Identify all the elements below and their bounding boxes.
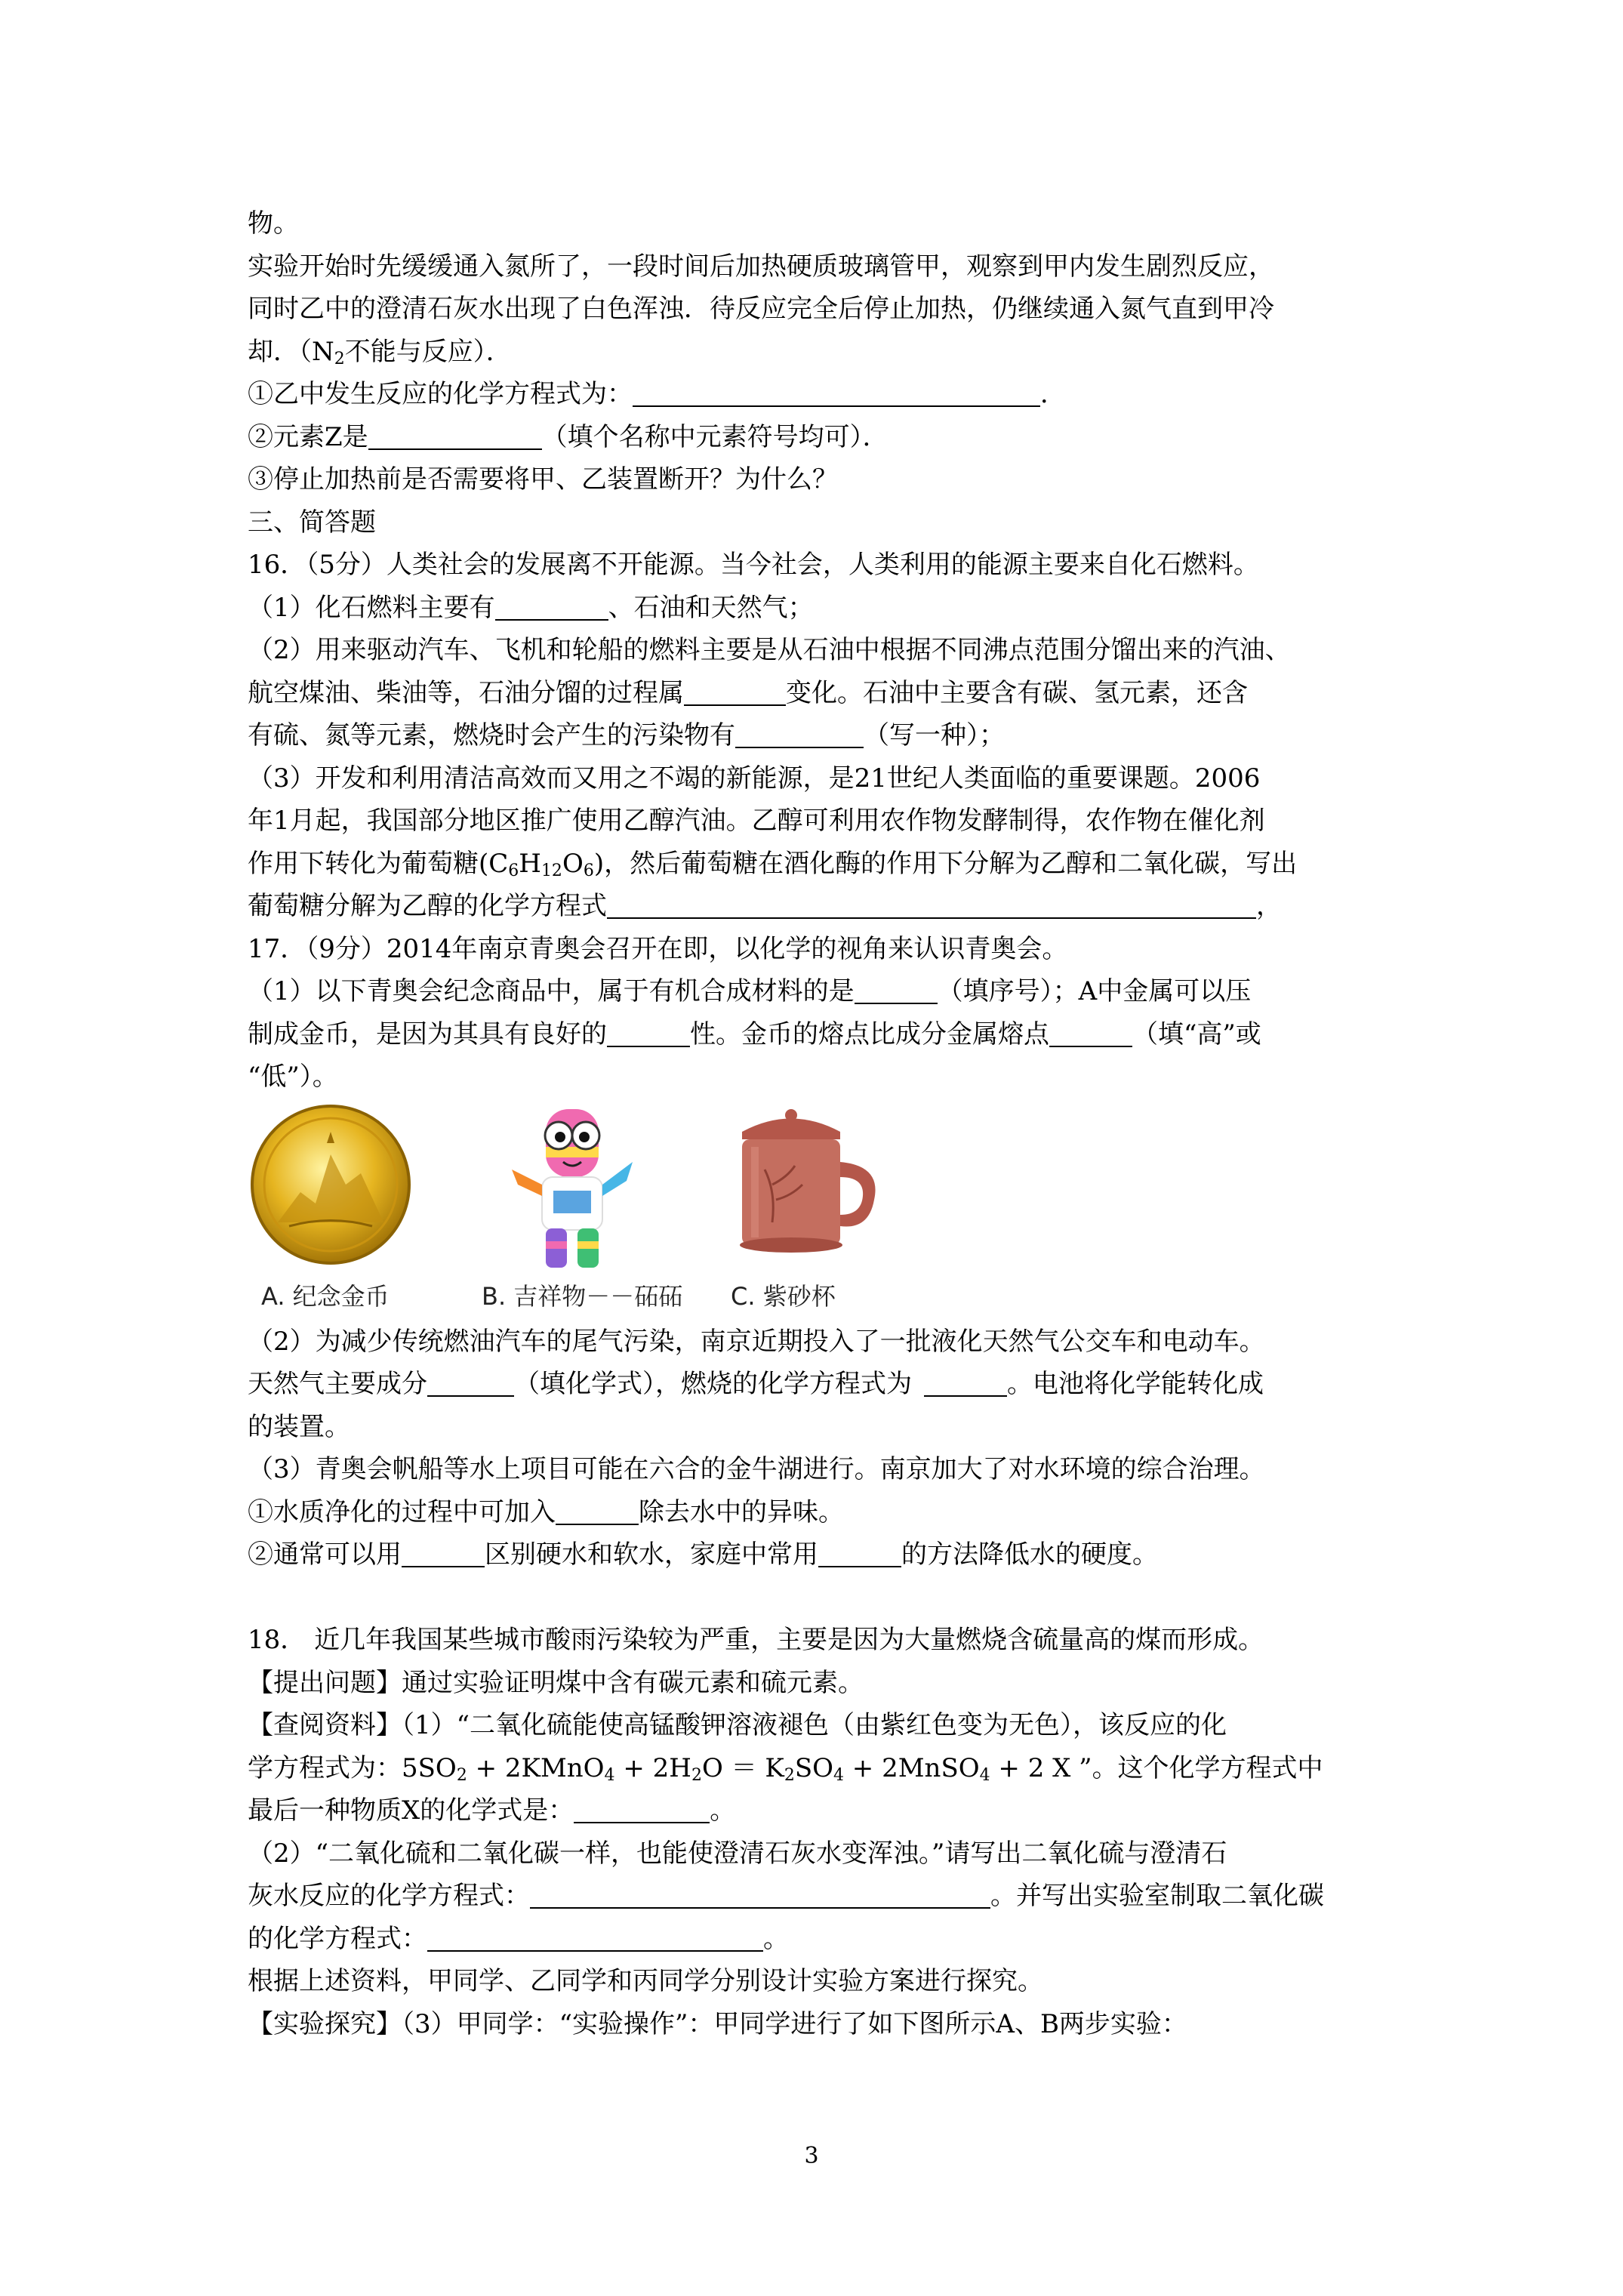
answer-blank[interactable] (855, 975, 938, 1004)
souvenir-images (248, 1102, 1403, 1321)
answer-blank[interactable] (607, 1019, 690, 1047)
caption-a: A. 纪念金币 (261, 1281, 390, 1311)
answer-blank[interactable] (818, 1539, 901, 1567)
question-16-title: 16．（5分）人类社会的发展离不开能源。当今社会，人类利用的能源主要来自化石燃料。 (248, 550, 1259, 580)
text-line: 却．（$N_2$不能与反应）． (248, 336, 512, 368)
text-line: 【查阅资料】（1）“二氧化硫能使高锰酸钾溶液褪色（由紫红色变为无色），该反应的化 (248, 1710, 1227, 1740)
text-line: 的装置。 (248, 1411, 350, 1442)
text-line: （2）“二氧化硫和二氧化碳一样，也能使澄清石灰水变浑浊。”请写出二氧化硫与澄清石 (248, 1838, 1227, 1869)
section-heading: 三、简答题 (248, 507, 376, 538)
gold-coin-image (248, 1102, 414, 1271)
question-line: （1）以下青奥会纪念商品中，属于有机合成材料的是 （填序号）；A中金属可以压 (248, 976, 1252, 1006)
question-line: 的化学方程式： 。 (248, 1923, 789, 1954)
mascot-image (504, 1102, 640, 1278)
text-line: 年1月起，我国部分地区推广使用乙醇汽油。乙醇可利用农作物发酵制得，农作物在催化剂 (248, 806, 1265, 836)
question-line: 葡萄糖分解为乙醇的化学方程式 ， (248, 891, 1282, 921)
text-line: 根据上述资料，甲同学、乙同学和丙同学分别设计实验方案进行探究。 (248, 1966, 1043, 1996)
answer-blank[interactable] (427, 1368, 514, 1397)
page-content (248, 202, 1403, 2045)
equation-line: 学方程式为：$5SO_2$ + 2KMnO$_4$ + $2H_2O = K_2SO_4$ + 2MnSO$_4$ + 2 X ”。这个化学方程式中 (248, 1752, 1323, 1785)
caption-b: B. 吉祥物－－砳砳 (482, 1281, 683, 1311)
text-line: “低”）。 (248, 1062, 338, 1092)
answer-blank[interactable] (368, 421, 542, 450)
answer-blank[interactable] (633, 378, 1040, 407)
answer-blank[interactable] (402, 1539, 485, 1567)
question-line: 灰水反应的化学方程式： 。并写出实验室制取二氧化碳 (248, 1881, 1324, 1911)
answer-blank[interactable] (607, 890, 1256, 919)
text-line: 同时乙中的澄清石灰水出现了白色浑浊．待反应完全后停止加热，仍继续通入氮气直到甲冷 (248, 294, 1274, 324)
text-line: 物。 (248, 208, 299, 239)
answer-blank[interactable] (427, 1923, 763, 1952)
page-number: 3 (804, 2143, 819, 2169)
text-line: （3）青奥会帆船等水上项目可能在六合的金牛湖进行。南京加大了对水环境的综合治理。 (248, 1454, 1265, 1484)
text-line: 【实验探究】（3）甲同学：“实验操作”：甲同学进行了如下图所示A、B两步实验： (248, 2008, 1187, 2039)
text-line: （2）用来驱动汽车、飞机和轮船的燃料主要是从石油中根据不同沸点范围分馏出来的汽油、 (248, 635, 1291, 665)
question-line: ①乙中发生反应的化学方程式为： ． (248, 379, 1066, 409)
question-line: ①水质净化的过程中可加入 除去水中的异味。 (248, 1496, 844, 1527)
question-line: （1）化石燃料主要有 、石油和天然气； (248, 592, 814, 623)
text-line: （2）为减少传统燃油汽车的尾气污染，南京近期投入了一批液化天然气公交车和电动车。 (248, 1326, 1265, 1357)
question-line: ③停止加热前是否需要将甲、乙装置断开？为什么？ (248, 464, 838, 495)
question-18-title: 18． 近几年我国某些城市酸雨污染较为严重，主要是因为大量燃烧含硫量高的煤而形成。 (248, 1625, 1264, 1655)
clay-cup-image (719, 1102, 885, 1271)
question-line: 制成金币，是因为其具有良好的 性。金币的熔点比成分金属熔点 （填“高”或 (248, 1019, 1261, 1049)
caption-c: C. 紫砂杯 (731, 1281, 836, 1311)
answer-blank[interactable] (530, 1880, 990, 1909)
text-line: （3）开发和利用清洁高效而又用之不竭的新能源，是21世纪人类面临的重要课题。2006 (248, 763, 1261, 794)
question-line: 航空煤油、柴油等，石油分馏的过程属 变化。石油中主要含有碳、氢元素，还含 (248, 677, 1248, 708)
answer-blank[interactable] (556, 1496, 639, 1525)
text-line: 实验开始时先缓缓通入氮所了，一段时间后加热硬质玻璃管甲，观察到甲内发生剧烈反应， (248, 251, 1274, 282)
text-line: 【提出问题】通过实验证明煤中含有碳元素和硫元素。 (248, 1667, 864, 1698)
text-line: 作用下转化为葡萄糖$(C_6H_{12}O_6)$，然后葡萄糖在酒化酶的作用下分解为乙醇和二氧化碳，写出 (248, 848, 1298, 880)
question-17-title: 17．（9分）2014年南京青奥会召开在即，以化学的视角来认识青奥会。 (248, 933, 1068, 964)
question-line: 有硫、氮等元素，燃烧时会产生的污染物有 （写一种）； (248, 720, 1005, 750)
question-line: ②元素Z是 （填个名称中元素符号均可）． (248, 421, 888, 452)
answer-blank[interactable] (1049, 1019, 1132, 1047)
question-line: 最后一种物质X的化学式是： 。 (248, 1795, 736, 1826)
question-line: 天然气主要成分 （填化学式），燃烧的化学方程式为 。电池将化学能转化成 (248, 1369, 1264, 1399)
answer-blank[interactable] (735, 720, 864, 748)
answer-blank[interactable] (684, 677, 786, 706)
question-line: ②通常可以用 区别硬水和软水，家庭中常用 的方法降低水的硬度。 (248, 1539, 1158, 1570)
answer-blank[interactable] (495, 592, 608, 621)
answer-blank[interactable] (574, 1795, 710, 1823)
blank-line (248, 1576, 1403, 1620)
answer-blank[interactable] (924, 1368, 1007, 1397)
